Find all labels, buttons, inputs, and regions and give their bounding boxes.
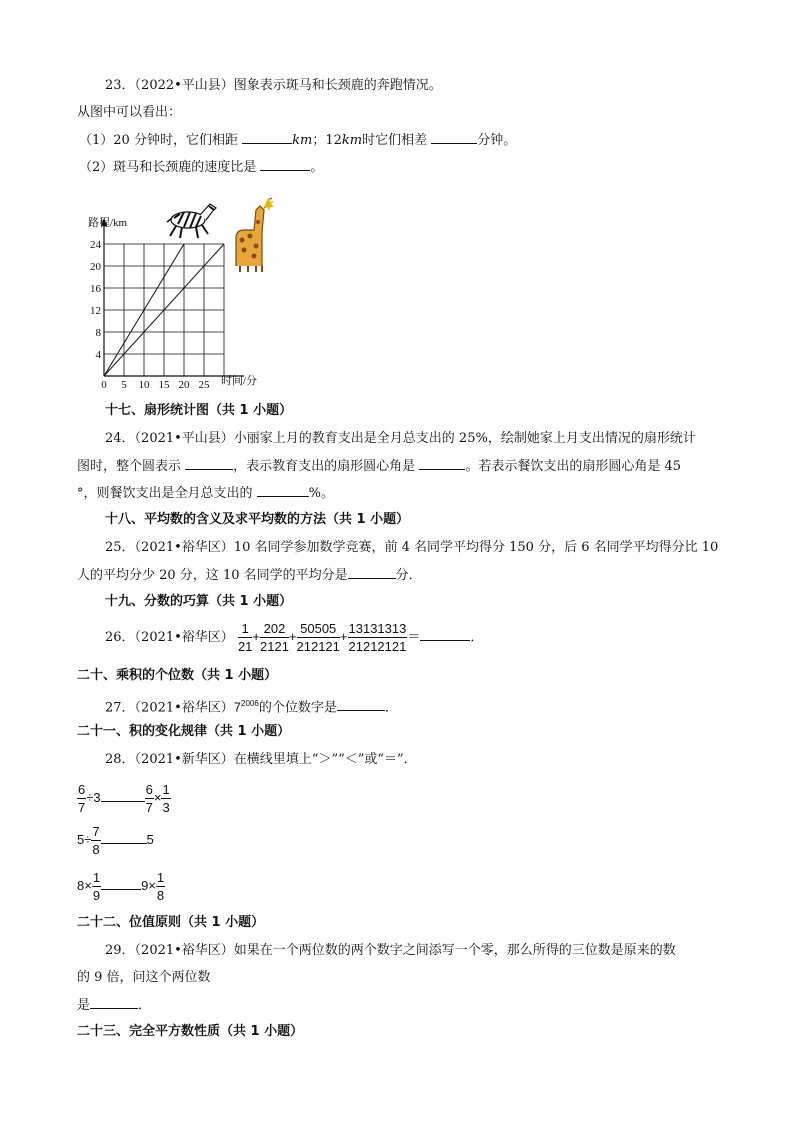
q28-r1-f1-den: 7: [78, 800, 86, 816]
q26-f2-den: 2121: [260, 639, 289, 654]
q24-blank-whole[interactable]: [185, 457, 233, 470]
q26-end: ．: [470, 630, 484, 645]
q28-r1-fraction-3: [161, 781, 170, 816]
section-20-title: 二十、乘积的个位数（共 1 小题）: [77, 668, 278, 683]
y-tick-label: 8: [95, 327, 101, 339]
q28-r1-f2-num: 6: [145, 782, 153, 798]
y-tick-label: 4: [95, 349, 101, 361]
q23-blank-distance[interactable]: [242, 131, 292, 144]
q27-end: ．: [384, 700, 398, 716]
q25-blank-average[interactable]: [348, 566, 396, 579]
q26-fraction-3: [297, 620, 340, 655]
q28-r1-fraction-2: [145, 781, 154, 816]
q28-r3-f2-num: 1: [156, 870, 165, 886]
q26-fraction-1: [238, 620, 252, 655]
q27-base: 7: [233, 699, 242, 715]
q23-part2-text-a: （2）斑马和长颈鹿的速度比是: [79, 160, 257, 175]
q26-f4-den: 21212121: [348, 639, 407, 654]
q28-r2-blank[interactable]: [101, 831, 147, 844]
section-19-title: 十九、分数的巧算（共 1 小题）: [105, 594, 293, 609]
q26-plus-1: +: [252, 629, 260, 644]
q28-r2-f1-num: 7: [92, 824, 100, 840]
q23-part1: [79, 131, 516, 150]
q29-line2: 的 9 倍，问这个两位数: [77, 970, 211, 985]
y-axis-label: 路程/km: [88, 217, 128, 229]
q28-r3-f1-den: 9: [92, 888, 101, 904]
q26-plus-3: +: [339, 629, 348, 644]
q26-f1-num: 1: [238, 620, 252, 638]
q28-r1-f3-num: 1: [162, 782, 170, 798]
y-tick-label: 16: [90, 283, 101, 295]
q26-label: 26．（2021•裕华区）: [105, 630, 234, 645]
q29-blank-answer[interactable]: [90, 996, 138, 1009]
q23-part2-text-b: 。: [310, 160, 324, 175]
q29-line3: [77, 996, 151, 1015]
x-tick-label: 10: [138, 379, 150, 391]
q28-r3-a: 8×: [77, 878, 92, 893]
q27-line: [105, 695, 398, 717]
q23-part2: [79, 158, 323, 177]
q26-plus-2: +: [288, 629, 297, 644]
q28-r2-fraction-1: [91, 823, 100, 858]
q25-text-b1: 人的平均分少 20 分，这 10 名同学的平均分是: [77, 568, 348, 583]
x-tick-label: 0: [101, 379, 107, 391]
q28-r2-a: 5÷: [77, 832, 92, 847]
q26-f3-num: 50505: [297, 620, 340, 638]
q26-f1-den: 21: [237, 639, 253, 654]
q28-row-2: [77, 820, 154, 860]
q28-row-1: [77, 778, 171, 818]
q27-exponent: 2006: [241, 699, 259, 708]
q28-stem: 28．（2021•新华区）在横线里填上“＞”“＜”或“＝”．: [105, 752, 417, 767]
q24-text-c2: %。: [308, 486, 335, 501]
x-tick-label: 5: [121, 379, 127, 391]
q29-text-c2: ．: [138, 998, 152, 1013]
q23-part1-text-c: 时它们相差: [362, 133, 428, 148]
zebra-icon: [167, 204, 216, 238]
q26-f2-num: 202: [260, 620, 289, 638]
q26-equals: ＝: [407, 630, 421, 645]
y-tick-label: 20: [90, 261, 101, 273]
q29-line1: 29．（2021•裕华区）如果在一个两位数的两个数字之间添写一个零，那么所得的三位数是原来的数: [105, 943, 676, 958]
q24-blank-angle[interactable]: [419, 457, 465, 470]
q28-r3-b: 9×: [141, 878, 156, 893]
q24-text-b1: 图时，整个圆表示: [77, 459, 182, 474]
distance-time-chart: [84, 196, 284, 392]
q28-r1-fraction-1: [77, 781, 86, 816]
q25-line2: [77, 566, 422, 585]
q28-r1-op2: ×: [153, 790, 162, 805]
q25-line1: 25．（2021•裕华区）10 名同学参加数学竞赛，前 4 名同学平均得分 150 分，后 6 名同学平均得分比 10: [105, 540, 719, 555]
q28-r1-op1: ÷3: [86, 790, 101, 805]
chart-axes: [101, 218, 244, 376]
q24-text-b3: 。若表示餐饮支出的扇形圆心角是 45: [465, 459, 681, 474]
q26-fraction-4: [348, 620, 408, 655]
y-tick-label: 12: [90, 305, 101, 317]
q24-text-b2: ，表示教育支出的扇形圆心角是: [233, 459, 416, 474]
q23-unit-km: km: [292, 133, 313, 148]
q28-r1-blank[interactable]: [101, 789, 145, 802]
section-17-title: 十七、扇形统计图（共 1 小题）: [105, 403, 293, 418]
q28-r3-f2-den: 8: [156, 888, 165, 904]
q28-r1-f3-den: 3: [162, 800, 170, 816]
q28-r3-blank[interactable]: [101, 877, 141, 890]
q24-line3: [77, 484, 334, 503]
section-21-title: 二十一、积的变化规律（共 1 小题）: [77, 724, 291, 739]
x-tick-label: 20: [178, 379, 190, 391]
q23-unit-km-2: km: [341, 133, 363, 148]
q28-r3-fraction-2: [156, 869, 165, 904]
x-axis-label: 时间/分: [221, 375, 258, 387]
x-tick-label: 15: [158, 379, 170, 391]
q28-r2-f1-den: 8: [92, 842, 100, 858]
q24-line1: 24．（2021•平山县）小丽家上月的教育支出是全月总支出的 25%，绘制她家上月支出情况的扇形统计: [105, 431, 696, 446]
q23-part1-text-b: ；12: [312, 133, 342, 148]
q26-f4-num: 13131313: [348, 621, 407, 636]
q28-r2-b: 5: [146, 832, 154, 847]
q28-row-3: [77, 866, 165, 906]
q28-r1-f2-den: 7: [145, 800, 153, 816]
q24-blank-percent[interactable]: [257, 484, 309, 497]
q23-part1-text-d: 分钟。: [477, 133, 517, 148]
q27-blank-answer[interactable]: [337, 698, 385, 711]
y-tick-label: 24: [90, 239, 101, 251]
x-tick-label: 25: [198, 379, 210, 391]
q23-blank-minutes[interactable]: [431, 131, 477, 144]
section-22-title: 二十二、位值原则（共 1 小题）: [77, 915, 265, 930]
q28-r3-fraction-1: [92, 869, 101, 904]
q28-r1-f1-num: 6: [78, 782, 86, 798]
q26-blank-answer[interactable]: [420, 628, 470, 641]
q27-label: 27．（2021•裕华区）: [105, 700, 234, 716]
q23-line2: 从图中可以看出：: [77, 105, 182, 120]
q26-line: [105, 619, 483, 656]
section-23-title: 二十三、完全平方数性质（共 1 小题）: [77, 1024, 304, 1039]
q23-blank-ratio[interactable]: [260, 158, 310, 171]
q23-part1-text-a: （1）20 分钟时，它们相距: [79, 133, 238, 148]
q24-line2: [77, 457, 681, 476]
chart-ticks: [90, 239, 210, 391]
giraffe-icon: [236, 198, 274, 272]
q27-rest: 的个位数字是: [258, 700, 337, 716]
q29-text-c1: 是: [77, 998, 91, 1013]
q25-text-b2: 分．: [395, 568, 422, 583]
q26-f3-den: 212121: [296, 639, 340, 654]
q28-r3-f1-num: 1: [92, 870, 101, 886]
q26-fraction-2: [260, 620, 289, 655]
q24-text-c1: °，则餐饮支出是全月总支出的: [77, 486, 253, 501]
section-18-title: 十八、平均数的含义及求平均数的方法（共 1 小题）: [105, 512, 410, 527]
q23-stem: 23．（2022•平山县）图象表示斑马和长颈鹿的奔跑情况。: [105, 78, 442, 93]
